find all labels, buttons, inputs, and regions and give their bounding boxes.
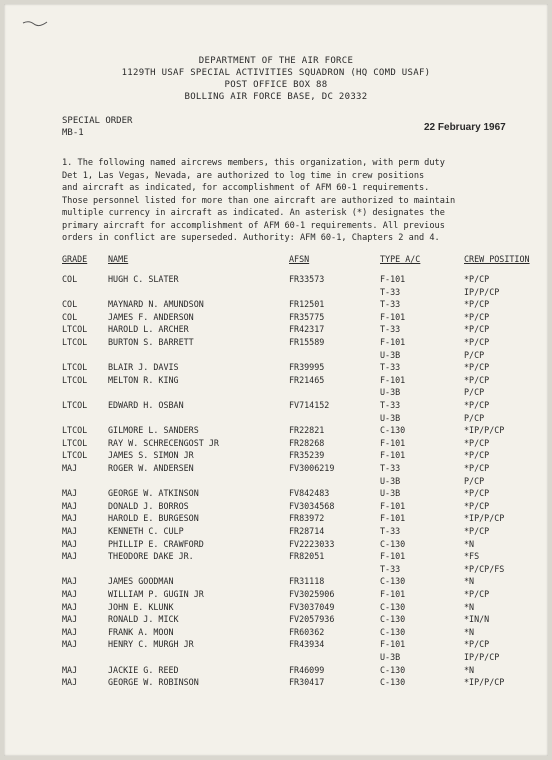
pen-mark (22, 18, 48, 28)
crew-position-cell: P/CP (464, 475, 485, 486)
table-row (4, 652, 548, 665)
header-squadron: 1129TH USAF SPECIAL ACTIVITIES SQUADRON (HQ COMD USAF) (121, 68, 431, 78)
grade-cell: LTCOL (62, 374, 88, 385)
name-cell: MAYNARD N. AMUNDSON (108, 299, 204, 310)
grade-cell: COL (62, 311, 78, 322)
aircraft-type-cell: F-101 (380, 437, 406, 448)
table-row (4, 362, 548, 375)
name-cell: JACKIE G. REED (108, 664, 179, 675)
crew-position-cell: *N (464, 664, 475, 675)
crew-position-cell: IP/P/CP (464, 286, 500, 297)
name-cell: HENRY C. MURGH JR (108, 639, 194, 650)
crew-position-cell: *N (464, 538, 475, 549)
name-cell: THEODORE DAKE JR. (108, 551, 194, 562)
aircraft-type-cell: C-130 (380, 601, 406, 612)
grade-cell: LTCOL (62, 400, 88, 410)
aircraft-type-cell: F-101 (380, 450, 406, 461)
aircraft-type-cell: F-101 (380, 311, 406, 322)
header-po-box: POST OFFICE BOX 88 (224, 80, 328, 90)
aircraft-type-cell: T-33 (380, 324, 401, 335)
paragraph-line: multiple currency in aircraft as indicated. An asterisk (*) designates the (62, 208, 445, 218)
afsn-cell: FR46099 (289, 664, 325, 675)
paragraph-line: and aircraft as indicated, for accomplishment of AFM 60-1 requirements. (62, 183, 430, 193)
grade-cell: MAJ (62, 463, 78, 473)
afsn-cell: FR22821 (289, 425, 325, 436)
grade-cell: MAJ (62, 513, 78, 524)
crew-position-cell: *P/CP (464, 324, 490, 335)
table-row (4, 488, 548, 501)
crew-position-cell: *P/CP (464, 500, 490, 511)
aircraft-type-cell: F-101 (380, 589, 406, 599)
crew-position-cell: *N (464, 576, 475, 587)
name-cell: BLAIR J. DAVIS (108, 362, 179, 373)
crew-position-cell: *IP/P/CP (464, 677, 505, 688)
grade-cell: MAJ (62, 500, 78, 511)
grade-cell: MAJ (62, 488, 78, 499)
aircraft-type-cell: T-33 (380, 362, 401, 373)
grade-cell: LTCOL (62, 362, 88, 373)
aircraft-type-cell: U-3B (380, 652, 401, 662)
name-cell: EDWARD H. OSBAN (108, 400, 184, 410)
crew-position-cell: *P/CP (464, 374, 490, 385)
afsn-cell: FR33573 (289, 274, 325, 284)
aircraft-type-cell: T-33 (380, 400, 401, 410)
column-header-position: CREW POSITION (464, 254, 530, 264)
table-row (4, 463, 548, 476)
name-cell: HUGH C. SLATER (108, 274, 179, 284)
aircraft-type-cell: F-101 (380, 639, 406, 650)
table-row (4, 450, 548, 463)
crew-position-cell: *N (464, 601, 475, 612)
paragraph-line: Those personnel listed for more than one aircraft are authorized to maintain (62, 195, 456, 206)
table-row (4, 589, 548, 602)
table-row (4, 513, 548, 526)
table-row (4, 476, 548, 489)
grade-cell: LTCOL (62, 324, 88, 335)
crew-position-cell: *P/CP (464, 337, 490, 347)
crew-position-cell: *P/CP (464, 450, 490, 461)
crew-position-cell: *P/CP (464, 463, 490, 473)
order-number: MB-1 (62, 128, 84, 138)
table-row (4, 375, 548, 388)
aircraft-type-cell: F-101 (380, 274, 406, 284)
name-cell: GILMORE L. SANDERS (108, 425, 199, 436)
grade-cell: MAJ (62, 589, 78, 599)
aircraft-type-cell: U-3B (380, 475, 401, 486)
aircraft-type-cell: F-101 (380, 513, 406, 524)
name-cell: PHILLIP E. CRAWFORD (108, 538, 204, 549)
paragraph-line: 1. The following named aircrews members, this organization, with perm duty (62, 158, 445, 168)
name-cell: JAMES S. SIMON JR (108, 450, 194, 461)
crew-position-cell: *IP/P/CP (464, 425, 505, 436)
crew-position-cell: *N (464, 626, 475, 637)
table-row (4, 639, 548, 652)
grade-cell: MAJ (62, 614, 78, 625)
grade-cell: MAJ (62, 551, 78, 562)
crew-position-cell: IP/P/CP (464, 652, 500, 662)
table-row (4, 677, 548, 690)
afsn-cell: FR28268 (289, 437, 325, 448)
afsn-cell: FV3025906 (289, 589, 335, 599)
afsn-cell: FR42317 (289, 324, 325, 335)
table-row (4, 312, 548, 325)
crew-position-cell: P/CP (464, 412, 485, 423)
grade-cell: MAJ (62, 526, 78, 536)
crew-position-cell: P/CP (464, 387, 485, 398)
aircraft-type-cell: T-33 (380, 286, 401, 297)
afsn-cell: FV3006219 (289, 463, 335, 473)
column-header-grade: GRADE (62, 254, 88, 264)
grade-cell: COL (62, 274, 78, 284)
grade-cell: MAJ (62, 677, 78, 688)
crew-position-cell: *IN/N (464, 614, 490, 625)
table-row (4, 665, 548, 678)
document-page (4, 4, 548, 756)
name-cell: JAMES GOODMAN (108, 576, 174, 587)
crew-position-cell: *P/CP (464, 639, 490, 650)
grade-cell: LTCOL (62, 337, 88, 347)
grade-cell: MAJ (62, 538, 78, 549)
crew-position-cell: *P/CP (464, 400, 490, 410)
name-cell: RONALD J. MICK (108, 614, 179, 625)
afsn-cell: FR39995 (289, 362, 325, 373)
grade-cell: LTCOL (62, 450, 88, 461)
table-row (4, 614, 548, 627)
aircraft-type-cell: F-101 (380, 500, 406, 511)
crew-position-cell: *P/CP (464, 488, 490, 499)
table-row (4, 425, 548, 438)
aircraft-type-cell: U-3B (380, 387, 401, 398)
table-row (4, 274, 548, 287)
aircraft-type-cell: C-130 (380, 677, 406, 688)
table-row (4, 400, 548, 413)
paragraph-line: primary aircraft for accomplishment of AFM 60-1 requirements. All previous (62, 220, 445, 231)
aircraft-type-cell: U-3B (380, 349, 401, 360)
aircraft-type-cell: U-3B (380, 488, 401, 499)
afsn-cell: FV3034568 (289, 500, 335, 511)
crew-position-cell: *P/CP (464, 437, 490, 448)
aircraft-type-cell: C-130 (380, 425, 406, 436)
afsn-cell: FR60362 (289, 626, 325, 637)
aircraft-type-cell: T-33 (380, 563, 401, 574)
crew-position-cell: P/CP (464, 349, 485, 360)
table-row (4, 526, 548, 539)
afsn-cell: FR35775 (289, 311, 325, 322)
name-cell: FRANK A. MOON (108, 626, 174, 637)
crew-position-cell: *P/CP (464, 526, 490, 536)
aircraft-type-cell: F-101 (380, 337, 406, 347)
grade-cell: MAJ (62, 664, 78, 675)
afsn-cell: FV842483 (289, 488, 330, 499)
table-row (4, 438, 548, 451)
header-department: DEPARTMENT OF THE AIR FORCE (198, 56, 354, 66)
table-row (4, 551, 548, 564)
order-date: 22 February 1967 (424, 122, 506, 133)
paragraph-line: orders in conflict are superseded. Authority: AFM 60-1, Chapters 2 and 4. (62, 233, 440, 243)
crew-position-cell: *P/CP (464, 311, 490, 322)
crew-position-cell: *IP/P/CP (464, 513, 505, 524)
afsn-cell: FR30417 (289, 677, 325, 688)
name-cell: WILLIAM P. GUGIN JR (108, 589, 204, 599)
name-cell: JAMES F. ANDERSON (108, 311, 194, 322)
table-row (4, 627, 548, 640)
name-cell: KENNETH C. CULP (108, 526, 184, 536)
table-row (4, 501, 548, 514)
table-row (4, 576, 548, 589)
paragraph-line: Det 1, Las Vegas, Nevada, are authorized to log time in crew positions (62, 170, 425, 181)
table-row (4, 564, 548, 577)
table-row (4, 350, 548, 363)
name-cell: GEORGE W. ATKINSON (108, 488, 199, 499)
table-row (4, 413, 548, 426)
grade-cell: MAJ (62, 639, 78, 650)
afsn-cell: FR21465 (289, 374, 325, 385)
name-cell: ROGER W. ANDERSEN (108, 463, 194, 473)
grade-cell: COL (62, 299, 78, 310)
aircraft-type-cell: C-130 (380, 538, 406, 549)
grade-cell: MAJ (62, 626, 78, 637)
aircraft-type-cell: U-3B (380, 412, 401, 423)
crew-position-cell: *P/CP (464, 299, 490, 310)
afsn-cell: FR12501 (289, 299, 325, 310)
afsn-cell: FR31118 (289, 576, 325, 587)
afsn-cell: FV714152 (289, 400, 330, 410)
aircraft-type-cell: C-130 (380, 614, 406, 625)
afsn-cell: FR43934 (289, 639, 325, 650)
afsn-cell: FR35239 (289, 450, 325, 461)
table-row (4, 387, 548, 400)
crew-position-cell: *P/CP (464, 362, 490, 373)
crew-position-cell: *P/CP (464, 589, 490, 599)
table-row (4, 602, 548, 615)
name-cell: RAY W. SCHRECENGOST JR (108, 437, 219, 448)
afsn-cell: FV2057936 (289, 614, 335, 625)
column-header-afsn: AFSN (289, 254, 310, 264)
aircraft-type-cell: T-33 (380, 463, 401, 473)
aircraft-type-cell: C-130 (380, 576, 406, 587)
name-cell: BURTON S. BARRETT (108, 337, 194, 347)
table-row (4, 299, 548, 312)
aircraft-type-cell: T-33 (380, 526, 401, 536)
table-row (4, 539, 548, 552)
crew-position-cell: *P/CP/FS (464, 563, 505, 574)
crew-position-cell: *P/CP (464, 274, 490, 284)
name-cell: JOHN E. KLUNK (108, 601, 174, 612)
name-cell: HAROLD L. ARCHER (108, 324, 189, 335)
name-cell: DONALD J. BORROS (108, 500, 189, 511)
grade-cell: MAJ (62, 576, 78, 587)
header-base: BOLLING AIR FORCE BASE, DC 20332 (184, 92, 368, 102)
column-header-name: NAME (108, 254, 129, 264)
name-cell: HAROLD E. BURGESON (108, 513, 199, 524)
name-cell: MELTON R. KING (108, 374, 179, 385)
grade-cell: MAJ (62, 601, 78, 612)
name-cell: GEORGE W. ROBINSON (108, 677, 199, 688)
table-row (4, 324, 548, 337)
grade-cell: LTCOL (62, 425, 88, 436)
afsn-cell: FV2223033 (289, 538, 335, 549)
table-row (4, 287, 548, 300)
table-row (4, 337, 548, 350)
aircraft-type-cell: F-101 (380, 551, 406, 562)
column-header-type: TYPE A/C (380, 254, 421, 264)
afsn-cell: FR15589 (289, 337, 325, 347)
crew-position-cell: *FS (464, 551, 480, 562)
afsn-cell: FR82051 (289, 551, 325, 562)
afsn-cell: FV3037049 (289, 601, 335, 612)
aircraft-type-cell: F-101 (380, 374, 406, 385)
aircraft-type-cell: C-130 (380, 626, 406, 637)
aircraft-type-cell: T-33 (380, 299, 401, 310)
order-title: SPECIAL ORDER (62, 116, 133, 126)
afsn-cell: FR83972 (289, 513, 325, 524)
grade-cell: LTCOL (62, 437, 88, 448)
aircraft-type-cell: C-130 (380, 664, 406, 675)
afsn-cell: FR28714 (289, 526, 325, 536)
